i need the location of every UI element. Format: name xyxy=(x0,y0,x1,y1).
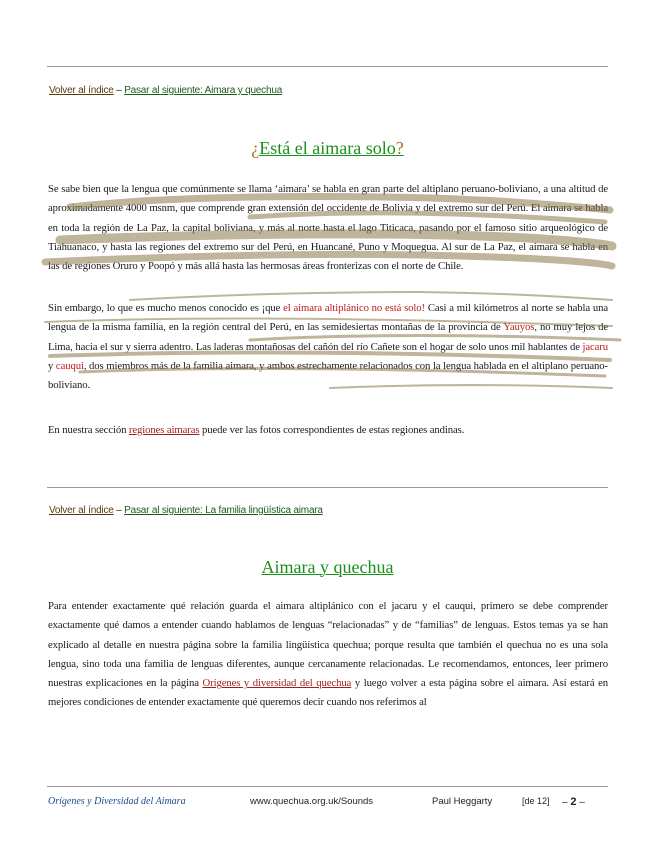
footer-author: Paul Heggarty xyxy=(432,796,493,807)
back-to-index-link[interactable]: Volver al índice xyxy=(49,505,114,516)
text-run: y luego volver a esta página sobre el aimara. Así estará en mejores condiciones de entender exactamente qué queremos decir cuando nos referimos al xyxy=(48,677,608,709)
next-section-link[interactable]: Pasar al siguiente: Aimara y quechua xyxy=(124,85,283,96)
nav-separator: – xyxy=(113,505,125,516)
paragraph-not-alone xyxy=(48,299,608,395)
origenes-quechua-link[interactable]: Orígenes y diversidad del quechua xyxy=(202,677,352,690)
section-heading-aimara-quechua: Aimara y quechua xyxy=(261,557,394,577)
text-run: Sin embargo, lo que es mucho menos conocido es ¡que xyxy=(48,302,284,314)
page-dash: – xyxy=(562,797,571,808)
highlight-jacaru: jacaru xyxy=(582,340,608,353)
text-run: y xyxy=(48,359,56,372)
highlight-not-alone: el aimara altiplánico no está solo! xyxy=(283,302,425,314)
page-dash: – xyxy=(576,797,585,808)
paragraph-altiplano: Se sabe bien que la lengua que comúnmente se llama ‘aimara’ se habla en gran parte del altiplano peruano-boliviano, a una altitud de aproximadamente 4000 msnm, que comprende gran extensión del occidente de Bolivia y del extremo sur del Perú. El aimara se habla en toda la región de La Paz, la capital boliviana, y más al norte hasta el lago Titicaca, pasando por el famoso sitio arqueológico de Tiahuanaco, y hasta las regiones del extremo sur del Perú, en Huancané, Puno y Moquegua. Al sur de La Paz, el aimara se habla en las de regiones Oruro y Poopó y más allá hasta las hermosas áreas fronterizas con el norte de Chile. xyxy=(48,183,608,273)
back-to-index-link[interactable]: Volver al índice xyxy=(49,85,114,96)
text-run: Casi a mil kilómetros al norte se habla una lengua de la misma familia, en la región central del Perú, en las semidesiertas montañas de la provincia de xyxy=(48,302,608,334)
paragraph-regions xyxy=(48,421,608,440)
footer-page-count: [de 12] xyxy=(522,796,550,806)
text-run: En nuestra sección xyxy=(48,424,129,436)
footer-url: www.quechua.org.uk/Sounds xyxy=(250,796,374,807)
heading-question-close: ? xyxy=(395,138,404,158)
text-run: , dos miembros más de la familia aimara, y ambos estrechamente relacionados con la lengua hablada en el altiplano peruano-boliviano. xyxy=(48,359,608,392)
top-rule xyxy=(47,66,608,67)
page-number: 2 xyxy=(570,796,577,808)
heading-question-open: ¿ xyxy=(251,138,260,158)
regiones-aimaras-link[interactable]: regiones aimaras xyxy=(128,424,200,436)
text-run: puede ver las fotos correspondientes de estas regiones andinas. xyxy=(199,424,465,436)
highlight-cauqui: cauqui xyxy=(55,359,84,372)
text-run: Para entender exactamente qué relación guarda el aimara altiplánico con el jacaru y el cauqui, primero se debe comprender exactamente qué damos a entender cuando hablamos de lenguas “relacionadas” y de “familias” de lenguas. Estos temas ya se han explicado al detalle en nuestra página sobre la familia lingüística quechua; porque resulta que también el quechua no es una sola lengua, sino toda una familia de lenguas diferentes, aunque cercanamente relacionadas. Le recomendamos, entonces, leer primero nuestras explicaciones en la página xyxy=(48,600,608,690)
footer-rule xyxy=(47,786,608,787)
nav-bar-top xyxy=(49,85,282,96)
section-divider xyxy=(47,487,608,488)
section-heading-aimara-solo xyxy=(47,138,608,159)
footer-page-number xyxy=(562,796,585,808)
heading-text: Está el aimara solo xyxy=(259,138,396,158)
paragraph-aimara-quechua xyxy=(48,597,608,713)
next-section-link[interactable]: Pasar al siguiente: La familia lingüística aimara xyxy=(124,505,323,516)
highlight-yauyos: Yauyos xyxy=(503,321,535,334)
nav-separator: – xyxy=(113,85,125,96)
nav-bar-middle xyxy=(49,505,323,516)
text-run: , no muy lejos de Lima, hacia el sur y sierra adentro. Las laderas montañosas del cañón del río Cañete son el hogar de solo unos mil hablantes de xyxy=(48,321,608,353)
footer-document-title: Orígenes y Diversidad del Aimara xyxy=(48,796,186,807)
